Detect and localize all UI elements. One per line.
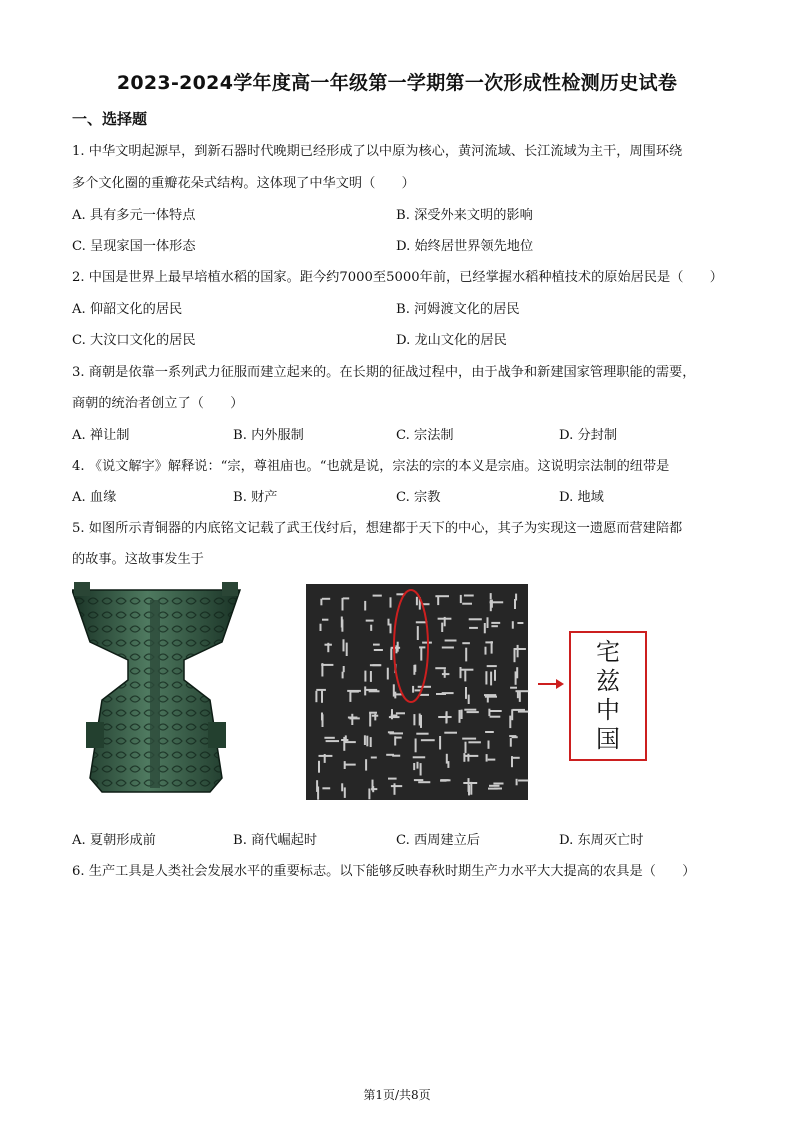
- question-1-option-d[interactable]: D. 始终居世界领先地位: [396, 239, 534, 254]
- arrow-icon: [538, 679, 564, 689]
- question-4-option-a[interactable]: A. 血缘: [72, 490, 117, 505]
- question-1-line-1: 1. 中华文明起源早，到新石器时代晚期已经形成了以中原为核心，黄河流域、长江流域为主干，周围环绕: [72, 144, 683, 159]
- inscription-char-4: 国: [596, 725, 620, 753]
- question-1-option-b[interactable]: B. 深受外来文明的影响: [396, 208, 533, 223]
- exam-title: 2023-2024学年度高一年级第一学期第一次形成性检测历史试卷: [116, 72, 678, 94]
- question-2-line-1: 2. 中国是世界上最早培植水稻的国家。距今约7000至5000年前，已经掌握水稻种植技术的原始居民是（ ）: [72, 270, 723, 285]
- question-3-option-b[interactable]: B. 内外服制: [233, 428, 304, 443]
- question-5-option-c[interactable]: C. 西周建立后: [396, 833, 480, 848]
- question-5-option-d[interactable]: D. 东周灭亡时: [559, 833, 644, 848]
- question-1-line-2: 多个文化圈的重瓣花朵式结构。这体现了中华文明（ ）: [72, 176, 415, 191]
- question-2-option-d[interactable]: D. 龙山文化的居民: [396, 333, 507, 348]
- question-4-option-d[interactable]: D. 地域: [559, 490, 604, 505]
- question-3-line-1: 3. 商朝是依靠一系列武力征服而建立起来的。在长期的征战过程中，由于战争和新建国家管理职能的需要，: [72, 365, 696, 380]
- question-2-option-c[interactable]: C. 大汶口文化的居民: [72, 333, 196, 348]
- section-heading: 一、选择题: [72, 110, 148, 128]
- page-footer: 第1页/共8页: [363, 1088, 431, 1102]
- question-3-option-c[interactable]: C. 宗法制: [396, 428, 454, 443]
- inscription-chars: [570, 632, 646, 760]
- question-3-option-a[interactable]: A. 禅让制: [72, 428, 130, 443]
- question-1-option-c[interactable]: C. 呈现家国一体形态: [72, 239, 196, 254]
- bronze-inscription-illustration: [72, 580, 652, 808]
- inscription-char-1: 宅: [596, 638, 620, 666]
- question-5-line-1: 5. 如图所示青铜器的内底铭文记载了武王伐纣后，想建都于天下的中心，其子为实现这一遗愿而营建陪都: [72, 521, 683, 536]
- question-1-option-a[interactable]: A. 具有多元一体特点: [72, 208, 196, 223]
- bronze-vessel-image: [72, 582, 240, 792]
- question-4-option-b[interactable]: B. 财产: [233, 490, 278, 505]
- question-5-figure: [72, 580, 652, 808]
- question-2-option-a[interactable]: A. 仰韶文化的居民: [72, 302, 183, 317]
- question-5-line-2: 的故事。这故事发生于: [72, 552, 204, 567]
- question-2-option-b[interactable]: B. 河姆渡文化的居民: [396, 302, 520, 317]
- question-3-line-2: 商朝的统治者创立了（ ）: [72, 396, 244, 411]
- question-3-option-d[interactable]: D. 分封制: [559, 428, 618, 443]
- inscription-char-2: 兹: [596, 667, 620, 695]
- question-5-option-a[interactable]: A. 夏朝形成前: [72, 833, 156, 848]
- question-4-option-c[interactable]: C. 宗教: [396, 490, 441, 505]
- inscription-char-3: 中: [596, 696, 620, 724]
- question-5-option-b[interactable]: B. 商代崛起时: [233, 833, 318, 848]
- inscription-rubbing-image: [306, 584, 529, 800]
- question-4-line-1: 4. 《说文解字》解释说：“宗，尊祖庙也。“也就是说，宗法的宗的本义是宗庙。这说明宗法制的纽带是: [72, 459, 670, 474]
- question-6-line-1: 6. 生产工具是人类社会发展水平的重要标志。以下能够反映春秋时期生产力水平大大提高的农具是（ ）: [72, 864, 696, 879]
